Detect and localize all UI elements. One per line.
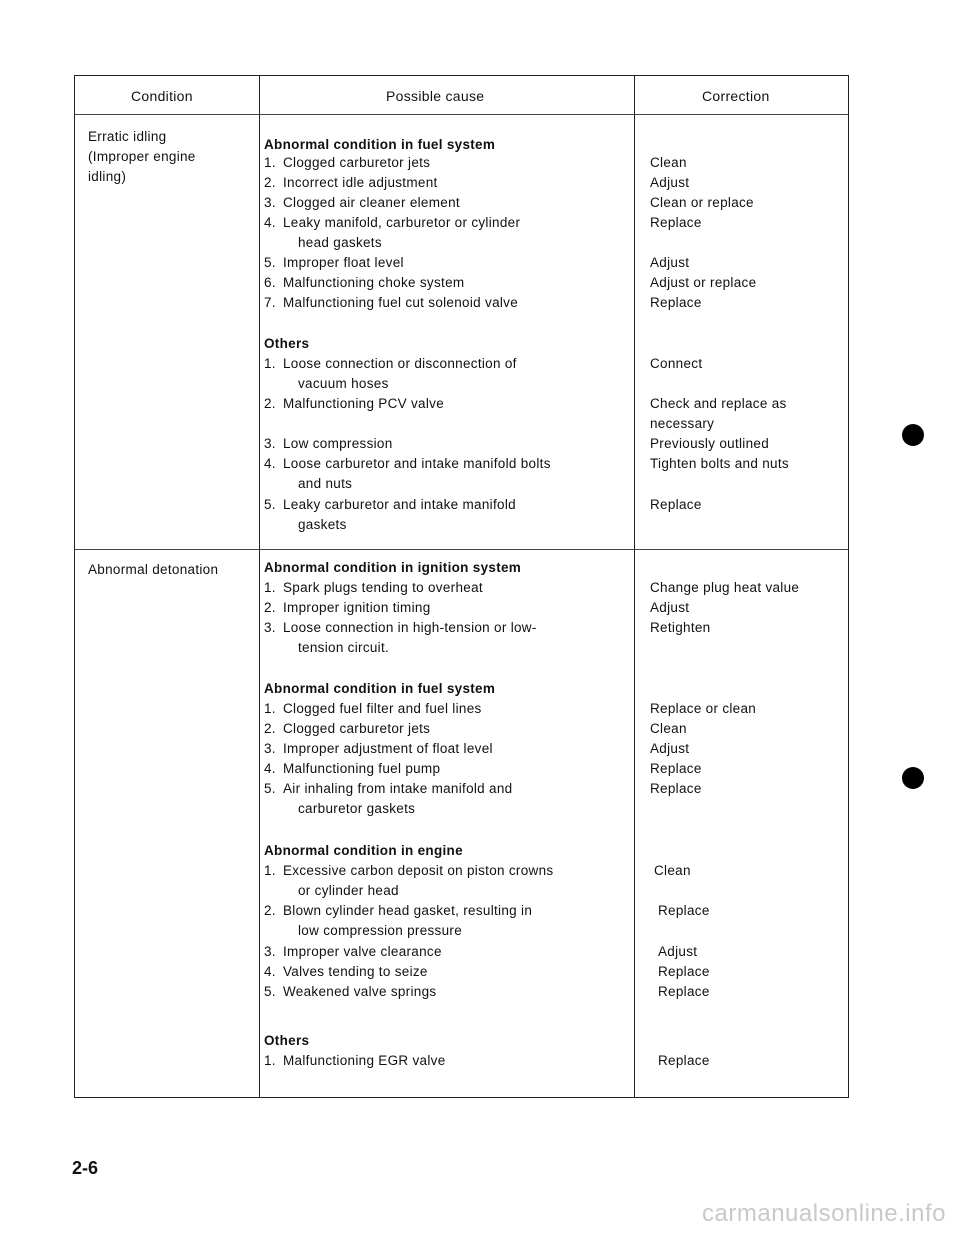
- cause-item-text: Weakened valve springs: [283, 984, 437, 999]
- section-divider: [74, 549, 849, 550]
- correction-text: Replace: [658, 903, 710, 918]
- correction-text: Replace: [650, 497, 702, 512]
- cause-item-text: Clogged fuel filter and fuel lines: [283, 701, 482, 716]
- cause-item-text: Clogged carburetor jets: [283, 155, 431, 170]
- cause-item-number: 1.: [264, 701, 276, 716]
- cause-group-title: Abnormal condition in fuel system: [264, 137, 496, 152]
- table-bottom-border: [74, 1097, 849, 1098]
- cause-item-number: 2.: [264, 600, 276, 615]
- correction-text: Clean: [654, 863, 691, 878]
- cause-item-text: Leaky manifold, carburetor or cylinder: [283, 215, 521, 230]
- correction-text: Adjust or replace: [650, 275, 757, 290]
- cause-item-number: 5.: [264, 255, 276, 270]
- cause-group-title: Abnormal condition in ignition system: [264, 560, 522, 575]
- condition-abnormal-detonation: Abnormal detonation: [88, 562, 219, 577]
- page-number: 2-6: [72, 1158, 99, 1178]
- cause-item-number: 1.: [264, 1053, 276, 1068]
- cause-item-text: vacuum hoses: [298, 376, 389, 391]
- cause-item-number: 3.: [264, 620, 276, 635]
- table-top-border: [74, 75, 849, 76]
- header-possible-cause: Possible cause: [386, 88, 485, 104]
- cause-item-number: 1.: [264, 863, 276, 878]
- cause-item-text: Improper ignition timing: [283, 600, 431, 615]
- header-divider: [74, 114, 849, 115]
- cause-item-number: 2.: [264, 903, 276, 918]
- table-right-border: [848, 75, 849, 1097]
- cause-item-text: or cylinder head: [298, 883, 399, 898]
- cause-item-text: and nuts: [298, 476, 353, 491]
- correction-text: Adjust: [658, 944, 698, 959]
- watermark: carmanualsonline.info: [702, 1200, 946, 1227]
- cause-item-text: Clogged air cleaner element: [283, 195, 460, 210]
- cause-item-text: Improper valve clearance: [283, 944, 442, 959]
- correction-text: Tighten bolts and nuts: [650, 456, 789, 471]
- correction-text: Replace: [650, 295, 702, 310]
- condition-erratic-idling: Erratic idling: [88, 129, 167, 144]
- correction-text: Adjust: [650, 741, 690, 756]
- cause-item-number: 2.: [264, 396, 276, 411]
- correction-text: Clean or replace: [650, 195, 754, 210]
- cause-item-text: Leaky carburetor and intake manifold: [283, 497, 516, 512]
- cause-item-text: Improper float level: [283, 255, 404, 270]
- cause-group-title: Abnormal condition in fuel system: [264, 681, 496, 696]
- correction-text: Replace: [650, 781, 702, 796]
- cause-item-text: gaskets: [298, 517, 347, 532]
- correction-text: Adjust: [650, 175, 690, 190]
- cause-item-text: Spark plugs tending to overheat: [283, 580, 483, 595]
- cause-group-title: Others: [264, 336, 310, 351]
- cause-item-number: 5.: [264, 781, 276, 796]
- cause-item-text: low compression pressure: [298, 923, 463, 938]
- header-condition: Condition: [131, 88, 193, 104]
- cause-item-text: Low compression: [283, 436, 393, 451]
- cause-item-number: 4.: [264, 964, 276, 979]
- header-correction: Correction: [702, 88, 770, 104]
- correction-text: Clean: [650, 721, 687, 736]
- cause-item-text: Incorrect idle adjustment: [283, 175, 438, 190]
- cause-item-text: Excessive carbon deposit on piston crowns: [283, 863, 554, 878]
- cause-item-text: tension circuit.: [298, 640, 390, 655]
- correction-text: Replace: [658, 1053, 710, 1068]
- cause-item-text: Malfunctioning fuel cut solenoid valve: [283, 295, 519, 310]
- correction-text: Replace or clean: [650, 701, 757, 716]
- correction-text: Replace: [650, 761, 702, 776]
- margin-dot: [902, 767, 924, 789]
- cause-item-text: Blown cylinder head gasket, resulting in: [283, 903, 533, 918]
- cause-item-number: 4.: [264, 456, 276, 471]
- cause-item-number: 4.: [264, 761, 276, 776]
- correction-text: Retighten: [650, 620, 711, 635]
- cause-item-number: 5.: [264, 497, 276, 512]
- cause-item-number: 1.: [264, 356, 276, 371]
- margin-dot: [902, 424, 924, 446]
- cause-group-title: Others: [264, 1033, 310, 1048]
- cause-item-number: 1.: [264, 580, 276, 595]
- cause-item-number: 3.: [264, 944, 276, 959]
- cause-item-number: 2.: [264, 175, 276, 190]
- table-left-border: [74, 75, 75, 1097]
- cause-item-number: 7.: [264, 295, 276, 310]
- correction-text: Adjust: [650, 255, 690, 270]
- column-divider-1: [259, 75, 260, 1097]
- correction-text: Replace: [650, 215, 702, 230]
- cause-item-number: 3.: [264, 741, 276, 756]
- cause-item-number: 6.: [264, 275, 276, 290]
- column-divider-2: [634, 75, 635, 1097]
- cause-item-number: 4.: [264, 215, 276, 230]
- cause-item-text: Loose carburetor and intake manifold bolts: [283, 456, 551, 471]
- cause-item-text: Malfunctioning fuel pump: [283, 761, 441, 776]
- cause-item-text: Loose connection in high-tension or low-: [283, 620, 537, 635]
- cause-item-text: Malfunctioning EGR valve: [283, 1053, 446, 1068]
- correction-text: Replace: [658, 984, 710, 999]
- cause-item-text: Malfunctioning choke system: [283, 275, 465, 290]
- cause-item-number: 3.: [264, 195, 276, 210]
- cause-item-number: 1.: [264, 155, 276, 170]
- correction-text: Replace: [658, 964, 710, 979]
- cause-item-text: carburetor gaskets: [298, 801, 416, 816]
- cause-item-text: Clogged carburetor jets: [283, 721, 431, 736]
- cause-group-title: Abnormal condition in engine: [264, 843, 463, 858]
- cause-item-text: Loose connection or disconnection of: [283, 356, 517, 371]
- correction-text: Adjust: [650, 600, 690, 615]
- correction-text: Change plug heat value: [650, 580, 800, 595]
- condition-erratic-idling: idling): [88, 169, 127, 184]
- cause-item-number: 5.: [264, 984, 276, 999]
- correction-text: Check and replace as: [650, 396, 787, 411]
- cause-item-text: Malfunctioning PCV valve: [283, 396, 445, 411]
- correction-text: necessary: [650, 416, 715, 431]
- cause-item-text: Valves tending to seize: [283, 964, 428, 979]
- cause-item-text: head gaskets: [298, 235, 382, 250]
- correction-text: Clean: [650, 155, 687, 170]
- correction-text: Previously outlined: [650, 436, 770, 451]
- condition-erratic-idling: (Improper engine: [88, 149, 196, 164]
- cause-item-number: 2.: [264, 721, 276, 736]
- correction-text: Connect: [650, 356, 703, 371]
- cause-item-number: 3.: [264, 436, 276, 451]
- cause-item-text: Air inhaling from intake manifold and: [283, 781, 513, 796]
- cause-item-text: Improper adjustment of float level: [283, 741, 493, 756]
